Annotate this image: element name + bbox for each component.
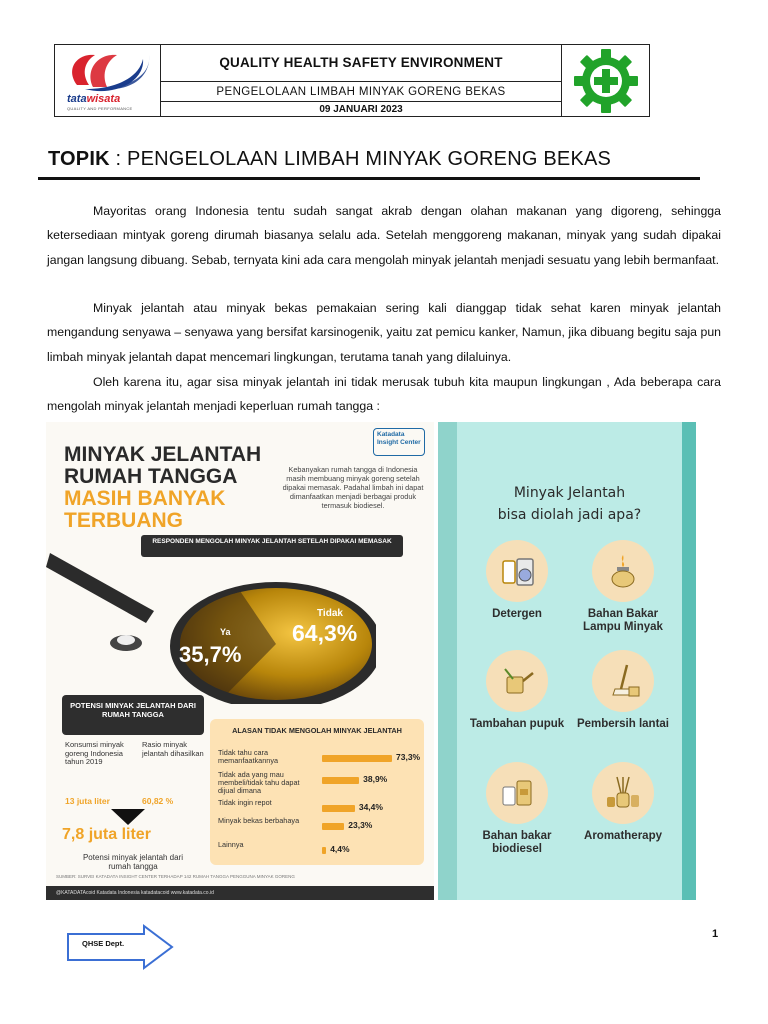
detergent-icon (486, 540, 548, 602)
topic-separator: : (109, 148, 128, 170)
page-number: 1 (712, 928, 719, 940)
potensi-value: 7,8 juta liter (62, 826, 151, 843)
uses-title: Minyak Jelantah bisa diolah jadi apa? (497, 485, 642, 523)
potensi-title: POTENSI MINYAK JELANTAH DARI RUMAH TANGGA (62, 695, 204, 735)
reason-row (218, 841, 428, 861)
reasons-title: ALASAN TIDAK MENGOLAH MINYAK JELANTAH (232, 726, 402, 735)
decor-strip (438, 422, 457, 900)
pie-value-no: 64,3% (292, 620, 358, 646)
reason-value: 4,4% (330, 844, 350, 854)
reason-bar (322, 777, 359, 784)
use-label: Tambahan pupuk (469, 718, 565, 730)
topic-underline (38, 177, 700, 180)
logo-wordmark: tatawisata (67, 93, 121, 105)
pie-label-yes: Ya (220, 627, 231, 637)
reason-bar (322, 755, 392, 762)
header-titles (161, 45, 561, 116)
use-label: Bahan Bakar Lampu Minyak (583, 608, 663, 633)
reason-value: 73,3% (396, 752, 421, 762)
paragraph-3: Oleh karena itu, agar sisa minyak jelantah ini tidak merusak tubuh kita maupun lingkungan , Ada beberapa cara mengolah minyak jelantah menjadi keperluan rumah tangga : (47, 375, 721, 414)
mop-icon (592, 650, 654, 712)
safety-gear-icon (572, 47, 640, 115)
reason-label: Lainnya (218, 840, 244, 849)
infographic-waste-oil-survey (46, 422, 434, 900)
pie-value-yes: 35,7% (179, 642, 242, 667)
reason-value: 23,3% (348, 820, 373, 830)
diffuser-icon (592, 762, 654, 824)
use-item (569, 762, 677, 843)
konsumsi-value: 13 juta liter (65, 796, 110, 806)
survey-banner: RESPONDEN MENGOLAH MINYAK JELANTAH SETELAH DIPAKAI MEMASAK (141, 535, 403, 557)
reason-label: Minyak bekas berbahaya (218, 816, 300, 825)
reason-value: 34,4% (358, 802, 383, 812)
company-logo (55, 45, 161, 116)
k3-gear-logo (561, 45, 649, 116)
pan-handle-icon (46, 547, 156, 657)
infographic-description: Kebanyakan rumah tangga di Indonesia masih membuang minyak goreng setelah dipakai memasak. Padahal limbah ini dapat dimanfaatkan menjadi berbagai produk termasuk biodiesel. (282, 465, 424, 510)
rasio-label: Rasio minyak jelantah dihasilkan (142, 740, 204, 758)
uses-card (457, 422, 682, 900)
use-label: Aromatherapy (584, 830, 662, 842)
konsumsi-label: Konsumsi minyak goreng Indonesia tahun 2019 (65, 740, 124, 766)
paragraph-2: Minyak jelantah atau minyak bekas pemakaian sering kali dianggap tidak sehat karen minyak jelantah mengandung senyawa – senyawa yang bersifat karsinogenik, yaitu zat pemicu kanker, Namun, jika dibuang begitu saja pun limbah minyak jelantah dapat mencemari lingkungan, terutama tanah yang dilaluinya. (47, 301, 721, 364)
use-item (569, 540, 677, 634)
katadata-brand-badge: Katadata Insight Center (373, 428, 425, 456)
pie-label-no: Tidak (317, 608, 343, 619)
topic-heading (48, 148, 611, 171)
infographic-title: MINYAK JELANTAH RUMAH TANGGA MASIH BANYAK TERBUANG (64, 443, 262, 532)
use-label: Detergen (492, 608, 542, 620)
use-label: Pembersih lantai (576, 718, 670, 730)
logo-tagline: QUALITY AND PERFORMANCE (67, 106, 133, 111)
potensi-caption: Potensi minyak jelantah dari rumah tangga (82, 853, 184, 871)
use-label: Bahan bakar biodiesel (482, 830, 552, 855)
reason-label: Tidak ingin repot (218, 798, 272, 807)
infographic-footer: @KATADATAcoid Katadata Indonesia katadatacoid www.katadata.co.id (46, 886, 434, 900)
reason-value: 38,9% (363, 774, 388, 784)
reason-row (218, 817, 428, 837)
reason-label: Tidak tahu cara memanfaatkannya (218, 748, 279, 765)
header-title: QUALITY HEALTH SAFETY ENVIRONMENT (161, 45, 561, 82)
watering-can-icon (486, 650, 548, 712)
qhse-dept-label: QHSE Dept. (82, 939, 125, 948)
oil-lamp-icon (592, 540, 654, 602)
infographic-uses (438, 422, 696, 900)
use-item (569, 650, 677, 731)
reason-label: Tidak ada yang mau membeli/tidak tahu dapat dijual dimana (218, 770, 300, 795)
reason-bar (322, 847, 326, 854)
reason-row (218, 749, 428, 769)
use-item (463, 540, 571, 621)
reason-bar (322, 823, 344, 830)
use-item (463, 762, 571, 856)
header-subtitle: PENGELOLAAN LIMBAH MINYAK GORENG BEKAS (161, 82, 561, 102)
fuel-can-icon (486, 762, 548, 824)
infographic-source: SUMBER: SURVEI KATADATA INSIGHT CENTER TERHADAP 142 RUMAH TANGGA PENGGUNA MINYAK GORENG (56, 874, 295, 879)
reasons-bar-chart (210, 719, 424, 865)
topic-text: PENGELOLAAN LIMBAH MINYAK GORENG BEKAS (127, 148, 612, 170)
reason-bar (322, 805, 355, 812)
reason-row (218, 770, 428, 795)
document-header (54, 44, 650, 117)
header-date: 09 JANUARI 2023 (319, 103, 403, 115)
arrow-down-icon (111, 809, 145, 825)
rasio-value: 60,82 % (142, 796, 174, 806)
use-item (463, 650, 571, 731)
topic-label: TOPIK (48, 148, 110, 170)
paragraph-1: Mayoritas orang Indonesia tentu sudah sangat akrab dengan olahan makanan yang digoreng, sehingga ketersediaan mintyak goreng dirumah biasanya selalu ada. Setelah menggoreng makanan, minyak yang sudah dipakai jangan langsung dibuang. Sebab, ternyata kini ada cara mengolah minyak jelantah menjadi sesuatu yang lebih bermanfaat. (47, 204, 721, 267)
